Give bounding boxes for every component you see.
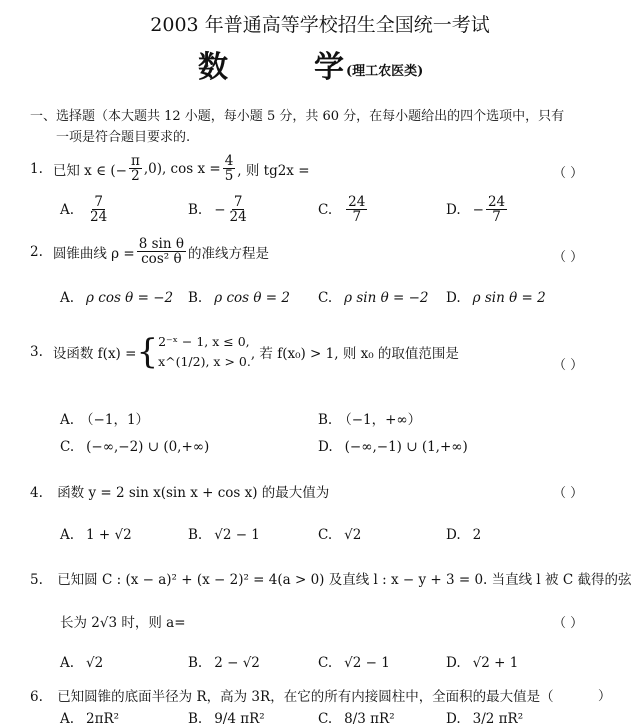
- question-number: 2.: [30, 243, 43, 260]
- q6-option-c[interactable]: C. 8/3 πR²: [318, 711, 395, 727]
- question-3: [30, 332, 459, 372]
- answer-paren: （ ）: [553, 616, 584, 631]
- q6-option-a[interactable]: A. 2πR²: [60, 711, 120, 727]
- q3-option-a[interactable]: A. （−1，1）: [60, 412, 150, 428]
- q1-stem-tail: , 则 tg2x =: [237, 162, 310, 179]
- q5-stem-line1: 已知圆 C : (x − a)² + (x − 2)² = 4(a > 0) 及直线 l : x − y + 3 = 0. 当直线 l 被 C 截得的弦: [57, 572, 632, 588]
- q5-stem-line2: 长为 2√3 时，则 a=: [60, 615, 186, 631]
- q2-option-a[interactable]: A. ρ cos θ = −2: [60, 290, 174, 306]
- q6-stem: 已知圆锥的底面半径为 R，高为 3R，在它的所有内接圆柱中，全面积的最大值是（: [57, 689, 554, 705]
- q1-stem-mid: ,0), cos x =: [143, 160, 221, 177]
- q2-fraction: $\frac{\text{8 sin θ}}{\text{cos² θ}}$: [138, 236, 184, 268]
- answer-paren: （ ）: [553, 358, 584, 373]
- section-heading-cont: 一项是符合题目要求的.: [56, 130, 191, 145]
- q2-option-b[interactable]: B. ρ cos θ = 2: [188, 290, 290, 306]
- q4-option-d[interactable]: D. 2: [446, 527, 482, 543]
- question-number: 6.: [30, 689, 43, 705]
- question-number: 5.: [30, 572, 43, 588]
- q3-case-2: x^(1/2), x > 0.: [158, 354, 251, 369]
- q5-option-c[interactable]: C. √2 − 1: [318, 655, 390, 671]
- q3-stem-pre: 设函数 f(x) =: [52, 346, 137, 362]
- q5-option-d[interactable]: D. √2 + 1: [446, 655, 519, 671]
- q2-option-d[interactable]: D. ρ sin θ = 2: [446, 290, 546, 306]
- answer-paren: （ ）: [553, 250, 584, 265]
- q6-option-b[interactable]: B. 9/4 πR²: [188, 711, 265, 727]
- q2-stem-tail: 的准线方程是: [187, 245, 269, 262]
- q4-stem: 函数 y = 2 sin x(sin x + cos x) 的最大值为: [57, 485, 330, 501]
- answer-paren-close: ）: [598, 689, 612, 704]
- q1-option-b[interactable]: B. − $\frac{7}{24}$: [188, 194, 247, 226]
- q3-stem-tail: , 若 f(x₀) > 1, 则 x₀ 的取值范围是: [250, 346, 459, 362]
- subject-char-2: 学: [314, 50, 344, 85]
- q5-option-a[interactable]: A. √2: [60, 655, 104, 671]
- q3-option-d[interactable]: D. (−∞,−1) ∪ (1,+∞): [318, 439, 468, 455]
- q1-option-d[interactable]: D. − $\frac{24}{7}$: [446, 194, 506, 226]
- question-number: 1.: [30, 160, 43, 177]
- question-2: [30, 237, 269, 266]
- section-heading: 一、选择题（本大题共 12 小题，每小题 5 分，共 60 分，在每小题给出的四个选项中，只有: [30, 109, 565, 124]
- q3-option-c[interactable]: C. (−∞,−2) ∪ (0,+∞): [60, 439, 210, 455]
- q4-option-c[interactable]: C. √2: [318, 527, 362, 543]
- q3-brace: {: [136, 332, 159, 372]
- question-1: [30, 154, 310, 183]
- q3-case-1: 2⁻ˣ − 1, x ≤ 0,: [158, 334, 250, 349]
- q2-option-c[interactable]: C. ρ sin θ = −2: [318, 290, 429, 306]
- q1-option-a[interactable]: A. $\frac{7}{24}$: [60, 194, 108, 226]
- q4-option-a[interactable]: A. 1 + √2: [60, 527, 132, 543]
- answer-paren: （ ）: [553, 486, 584, 501]
- answer-paren: （ ）: [553, 166, 584, 181]
- q6-option-d[interactable]: D. 3/2 πR²: [446, 711, 524, 727]
- q4-option-b[interactable]: B. √2 − 1: [188, 527, 260, 543]
- q1-fraction-pi: $\frac{\pi}{2}$: [130, 153, 140, 185]
- subject-category: (理工农医类): [346, 64, 424, 79]
- exam-title: 2003 年普通高等学校招生全国统一考试: [150, 14, 490, 36]
- question-number: 3.: [30, 344, 43, 360]
- q2-stem-pre: 圆锥曲线 ρ =: [52, 245, 135, 262]
- q3-piecewise: [158, 332, 251, 372]
- question-6: [30, 685, 554, 705]
- question-5: [30, 568, 631, 588]
- q1-fraction-cos: $\frac{4}{5}$: [224, 153, 234, 185]
- q3-option-b[interactable]: B. （−1，+∞）: [318, 412, 422, 428]
- question-4: [30, 481, 329, 501]
- subject-char-1: 数: [198, 50, 228, 85]
- q5-option-b[interactable]: B. 2 − √2: [188, 655, 260, 671]
- question-number: 4.: [30, 485, 43, 501]
- q1-option-c[interactable]: C. $\frac{24}{7}$: [318, 194, 366, 226]
- q1-stem-pre: 已知 x ∈ (−: [52, 162, 127, 179]
